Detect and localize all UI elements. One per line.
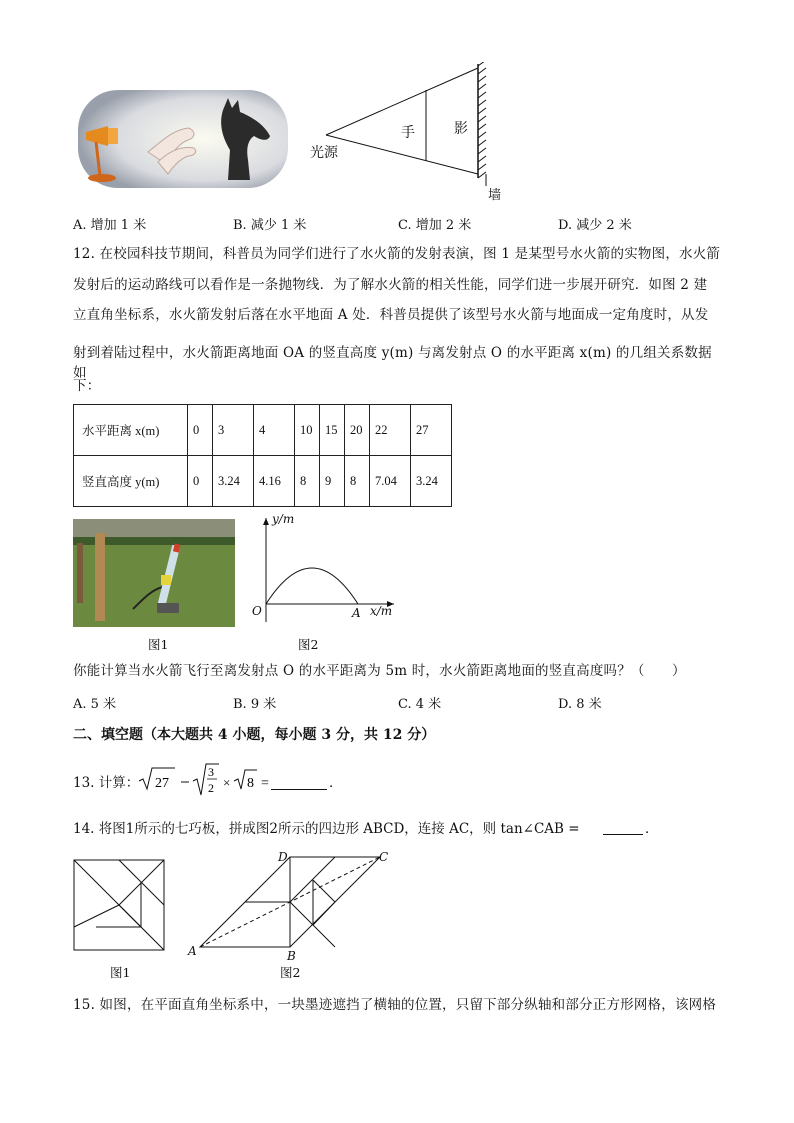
rocket-photo [73, 519, 235, 627]
table-cell: 8 [345, 456, 370, 507]
table-cell: 0 [188, 456, 213, 507]
q11-option-d: D. 减少 2 米 [558, 218, 632, 233]
svg-text:×: × [223, 775, 231, 790]
table-row-x [74, 405, 452, 456]
table-cell: 8 [295, 456, 320, 507]
svg-text:3: 3 [208, 765, 214, 779]
vertex-a-label: A [188, 944, 197, 958]
q13-prefix: 13. 计算： [73, 775, 140, 791]
q12-line-1: 12. 在校园科技节期间，科普员为同学们进行了水火箭的发射表演，图 1 是某型号水火箭的实物图，水火箭 [73, 246, 721, 262]
light-source-diagram [308, 62, 518, 204]
q12-option-c: C. 4 米 [398, 697, 442, 712]
row-label-x: 水平距离 x(m) [74, 405, 188, 456]
q14-fig1-caption: 图1 [110, 965, 131, 980]
table-cell: 3 [213, 405, 254, 456]
q15-line-1: 15. 如图，在平面直角坐标系中，一块墨迹遮挡了横轴的位置，只留下部分纵轴和部分正方形网格，该网格 [73, 997, 717, 1013]
tangram-square [73, 859, 165, 951]
fig1-caption: 图1 [148, 637, 169, 652]
light-source-label: 光源 [310, 145, 338, 161]
q14-answer-blank [603, 819, 643, 835]
vertex-c-label: C [379, 850, 389, 864]
svg-text:27: 27 [155, 776, 169, 791]
row-label-y: 竖直高度 y(m) [74, 456, 188, 507]
q12-question: 你能计算当水火箭飞行至离发射点 O 的水平距离为 5m 时，水火箭距离地面的竖直高度吗？（ ） [73, 663, 686, 679]
q14-fig2-caption: 图2 [280, 965, 301, 980]
q12-option-d: D. 8 米 [558, 697, 602, 712]
section-heading: 二、填空题（本大题共 4 小题，每小题 3 分，共 12 分） [73, 727, 436, 743]
wall-label: 墙 [488, 188, 502, 203]
table-cell: 22 [370, 405, 411, 456]
table-cell: 3.24 [411, 456, 452, 507]
q12-line-3: 立直角坐标系，水火箭发射后落在水平地面 A 处．科普员提供了该型号水火箭与地面成一定角度时，从发 [73, 307, 709, 323]
table-row-y [74, 456, 452, 507]
q13-answer-blank [271, 773, 327, 790]
table-cell: 10 [295, 405, 320, 456]
svg-text:2: 2 [208, 781, 214, 795]
q14 [73, 817, 723, 839]
q12-line-5: 下： [73, 378, 101, 394]
table-cell: 4.16 [254, 456, 295, 507]
shadow-label: 影 [454, 121, 468, 137]
y-axis-label: y/m [272, 512, 295, 526]
shadow-photo [78, 90, 288, 188]
q13-formula [137, 763, 287, 797]
vertex-d-label: D [278, 850, 288, 864]
q11-option-b: B. 减少 1 米 [233, 218, 307, 233]
hand-label: 手 [401, 125, 415, 141]
table-cell: 15 [320, 405, 345, 456]
origin-label: O [252, 604, 262, 618]
q11-option-c: C. 增加 2 米 [398, 218, 472, 233]
point-a-label: A [352, 606, 361, 620]
trajectory-graph [244, 512, 404, 627]
table-cell: 0 [188, 405, 213, 456]
table-cell: 20 [345, 405, 370, 456]
q14-end: ． [645, 821, 659, 837]
q13 [73, 763, 473, 797]
q12-line-4: 射到着陆过程中，水火箭距离地面 OA 的竖直高度 y(m) 与离发射点 O 的水平距离 x(m) 的几组关系数据如 [73, 345, 712, 381]
vertex-b-label: B [287, 949, 296, 963]
table-cell: 3.24 [213, 456, 254, 507]
table-cell: 7.04 [370, 456, 411, 507]
table-cell: 27 [411, 405, 452, 456]
q12-option-b: B. 9 米 [233, 697, 277, 712]
data-table [73, 404, 452, 507]
table-cell: 9 [320, 456, 345, 507]
q11-option-a: A. 增加 1 米 [73, 218, 147, 233]
q12-line-2: 发射后的运动路线可以看作是一条抛物线．为了解水火箭的相关性能，同学们进一步展开研究．如图 2 建 [73, 277, 708, 293]
q13-suffix: ． [329, 775, 343, 791]
q14-text: 14. 将图1所示的七巧板，拼成图2所示的四边形 ABCD，连接 AC，则 tan∠CAB = [73, 821, 580, 837]
tangram-quadrilateral [186, 850, 396, 968]
table-cell: 4 [254, 405, 295, 456]
svg-text:=: = [261, 776, 269, 791]
x-axis-label: x/m [370, 604, 393, 618]
q12-option-a: A. 5 米 [73, 697, 117, 712]
fig2-caption: 图2 [298, 637, 319, 652]
svg-text:8: 8 [247, 776, 254, 791]
